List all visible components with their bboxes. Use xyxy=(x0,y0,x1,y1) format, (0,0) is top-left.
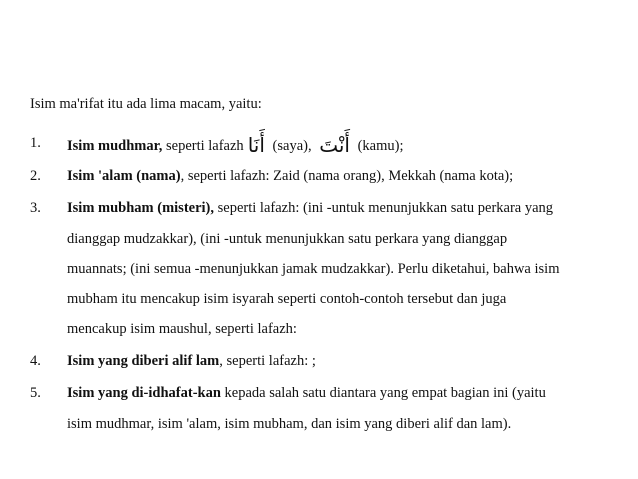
item-2-line-1 xyxy=(67,168,513,185)
item-3-line-2: dianggap mudzakkar), (ini -untuk menunjukkan satu perkara yang dianggap xyxy=(67,231,508,247)
item-1-text-1: seperti lafazh xyxy=(162,138,244,154)
item-2-text: , seperti lafazh: Zaid (nama orang), Mekkah (nama kota); xyxy=(180,168,514,184)
item-4-term: Isim yang diberi alif lam xyxy=(67,353,220,369)
item-4-line-1 xyxy=(67,353,316,370)
item-3-line-4: mubham itu mencakup isim isyarah seperti contoh-contoh tersebut dan juga xyxy=(67,291,507,307)
item-1-number: 1. xyxy=(30,135,41,151)
item-2-number: 2. xyxy=(30,168,41,184)
item-3-number: 3. xyxy=(30,200,41,216)
item-3-line-3: muannats; (ini semua -menunjukkan jamak mudzakkar). Perlu diketahui, bahwa isim xyxy=(67,261,560,277)
item-1-text-2: (saya), xyxy=(268,138,316,154)
item-4-number: 4. xyxy=(30,353,41,369)
item-5-line-2: isim mudhmar, isim 'alam, isim mubham, dan isim yang diberi alif dan lam). xyxy=(67,416,512,432)
item-5-number: 5. xyxy=(30,385,41,401)
item-4-text: , seperti lafazh: ; xyxy=(219,353,316,369)
item-5-text-1: kepada salah satu diantara yang empat bagian ini (yaitu xyxy=(220,385,546,401)
item-1-arabic-anta: أَنْتَ xyxy=(319,133,350,157)
item-1-arabic-ana: أَنَا xyxy=(247,133,265,157)
item-2-term: Isim 'alam (nama) xyxy=(67,168,181,184)
item-1-line-1 xyxy=(67,133,404,157)
item-1-text-3: (kamu); xyxy=(353,138,404,154)
item-3-term: Isim mubham (misteri), xyxy=(67,200,215,216)
item-3-text-1: seperti lafazh: (ini -untuk menunjukkan satu perkara yang xyxy=(214,200,554,216)
intro-text: Isim ma'rifat itu ada lima macam, yaitu: xyxy=(30,96,262,112)
item-3-line-1 xyxy=(67,200,553,217)
item-1-term: Isim mudhmar, xyxy=(67,138,163,154)
item-5-line-1 xyxy=(67,385,546,402)
item-3-line-5: mencakup isim maushul, seperti lafazh: xyxy=(67,321,297,337)
item-5-term: Isim yang di-idhafat-kan xyxy=(67,385,221,401)
